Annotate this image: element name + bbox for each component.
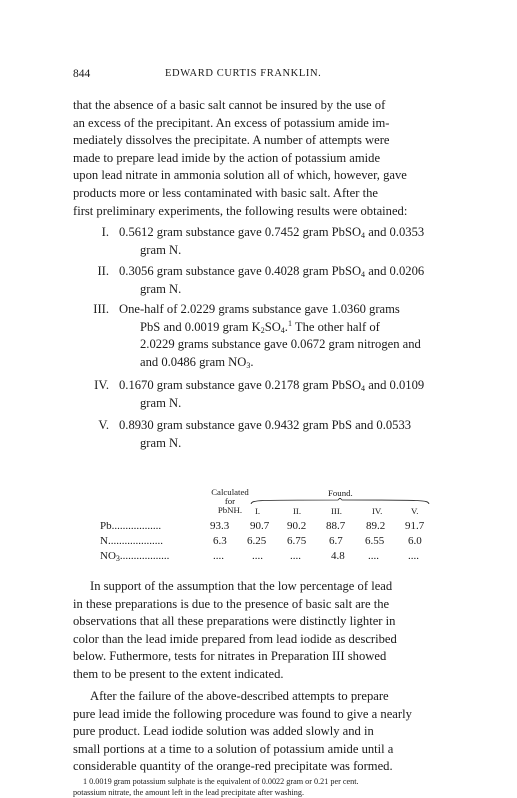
item-text: gram N. [140, 435, 182, 450]
found-value: .... [252, 550, 263, 562]
paragraph-line: pure lead imide the following procedure was found to give a nearly [73, 706, 412, 721]
found-value: 91.7 [405, 520, 425, 532]
paragraph-line: mediately dissolves the precipitate. A number of attempts were [73, 133, 390, 148]
paragraph-line: upon lead nitrate in ammonia solution all of which, however, gave [73, 168, 407, 183]
row-label-pb: Pb.................. [100, 520, 162, 532]
calc-value: 6.3 [213, 535, 227, 547]
page-header [73, 68, 459, 84]
found-value: 6.55 [365, 535, 385, 547]
paragraph-2 [73, 578, 459, 684]
subscript: 4 [280, 325, 285, 335]
item-text: One-half of 2.0229 grams substance gave 1.0360 grams [119, 302, 400, 316]
item-text: gram N. [140, 242, 182, 257]
item-number: V. [98, 418, 109, 432]
paragraph-line: color than the lead imide prepared from lead iodide as described [73, 631, 397, 646]
item-text: 0.5612 gram substance gave 0.7452 gram PbSO [119, 225, 362, 239]
found-value: 6.0 [408, 535, 422, 547]
footnote [73, 776, 459, 798]
item-text: The other half of [291, 319, 380, 334]
item-number: I. [101, 225, 109, 239]
item-text: SO [264, 319, 281, 334]
item-text: and 0.0486 gram NO [140, 354, 247, 369]
item-text: . [250, 354, 254, 369]
paragraph-1 [73, 97, 459, 220]
column-header-1: I. [255, 506, 261, 516]
column-header-2: II. [293, 506, 302, 516]
paragraph-line: in these preparations is due to the presence of basic salt are the [73, 596, 390, 611]
found-value: 6.7 [329, 535, 343, 547]
running-head: EDWARD CURTIS FRANKLIN. [165, 68, 322, 79]
found-header: Found. [328, 488, 353, 498]
found-value: .... [290, 550, 301, 562]
paragraph-line: that the absence of a basic salt cannot be insured by the use of [73, 98, 386, 112]
row-label-n: N.................... [100, 535, 163, 547]
subscript: 4 [361, 384, 366, 393]
column-header-4: IV. [372, 506, 383, 516]
found-value: 90.2 [287, 520, 307, 532]
found-value: 88.7 [326, 520, 346, 532]
found-value: 89.2 [366, 520, 386, 532]
page-number: 844 [73, 68, 91, 80]
paragraph-line: considerable quantity of the orange-red precipitate was formed. [73, 759, 393, 774]
row-label-leader: .................. [119, 550, 170, 562]
found-value: .... [408, 550, 419, 562]
found-value: 6.25 [247, 535, 267, 547]
paragraph-line: After the failure of the above-described attempts to prepare [90, 689, 389, 703]
document-page: 844 EDWARD CURTIS FRANKLIN. that the absence of a basic salt cannot be insured by the use of an excess of the precipitant. An excess of potassium amide im- mediately dissolves the precipitate. A number of attempts were made to prepare lead imide by the action of potassium amide upon lead nitrate in ammonia solution all of which, however, gave products more or less contaminated with basic salt. After the first preliminary experiments, the following results were obtained: I. 0.5612 gram substance gave 0.7452 gram PbSO$_4$ and 0.0353 gram N. II. 0.3056 gram substance gave 0.4028 gram PbSO$_4$ and 0.0206 gram N. III. One-half of 2.0229 grams substance gave 1.0360 grams PbS and 0.0019 gram $K_2SO_4.^1$ The other half of 2.0229 grams substance gave 0.0672 gram nitrogen and and 0.0486 gram $NO_3$. IV. 0.1670 gram substance gave 0.2178 gram PbSO$_4$ and 0.0109 gram N. V. 0.8930 gram substance gave 0.9432 gram PbS and 0.0533 gram N. Calculated for PbNH. Found. I. II. III. IV. V. Pb.................. 93.3 90.7 90.2 88.7 89.2 91.7 N.................... 6.3 6.25 6.75 6.7 6.55 6.0 $NO_3$.................. .... .... .... 4.8 .... .... In support of the assumption that the low percentage of lead in these preparations is due to the presence of basic salt are the observations that all these preparations were distinctly lighter in color than the lead imide prepared from lead iodide as described below. Futhermore, tests for nitrates in Preparation III showed them to be present to the extent indicated. After the failure of the above-described attempts to prepare pure lead imide the following procedure was found to give a nearly pure product. Lead iodide solution was added slowly and in small portions at a time to a solution of potassium amide until a considerable quantity of the orange-red precipitate was formed. 1 0.0019 gram potassium sulphate is the equivalent of 0.0022 gram or 0.21 per cent. potassium nitrate, the amount left in the lead precipitate after washing. [0, 0, 517, 793]
item-text: 0.3056 gram substance gave 0.4028 gram PbSO [119, 264, 362, 278]
subscript: 3 [115, 554, 120, 563]
footnote-line: potassium nitrate, the amount left in the lead precipitate after washing. [73, 788, 304, 797]
found-value: 6.75 [287, 535, 307, 547]
column-header-5: V. [411, 506, 419, 516]
calc-value: 93.3 [210, 520, 230, 532]
calculated-header-line: PbNH. [217, 505, 243, 515]
paragraph-line: observations that all these preparations were distinctly lighter in [73, 614, 396, 629]
subscript: 4 [361, 270, 366, 279]
column-header-3: III. [331, 506, 342, 516]
row-label-text: NO [100, 550, 116, 562]
found-brace [250, 498, 430, 504]
item-text: 0.1670 gram substance gave 0.2178 gram PbSO [119, 378, 362, 392]
paragraph-line: made to prepare lead imide by the action of potassium amide [73, 150, 381, 165]
found-value: 4.8 [331, 550, 345, 562]
item-text: and 0.0353 [365, 225, 425, 239]
item-text: 2.0229 grams substance gave 0.0672 gram nitrogen and [140, 337, 421, 351]
analysis-table [100, 488, 435, 568]
paragraph-line: small portions at a time to a solution of potassium amide until a [73, 741, 394, 756]
calc-value: .... [213, 550, 224, 562]
footnote-line: 1 0.0019 gram potassium sulphate is the equivalent of 0.0022 gram or 0.21 per cent. [83, 777, 359, 786]
paragraph-line: In support of the assumption that the low percentage of lead [90, 579, 393, 593]
item-text: and 0.0109 [365, 378, 425, 392]
item-text: gram N. [140, 395, 182, 410]
item-text: gram N. [140, 281, 182, 296]
row-label-no3 [100, 550, 169, 562]
item-text: PbS and 0.0019 gram K [140, 319, 261, 334]
paragraph-line: pure product. Lead iodide solution was added slowly and in [73, 724, 374, 739]
paragraph-line: them to be present to the extent indicated. [73, 666, 284, 681]
subscript: 4 [361, 231, 366, 240]
subscript: 2 [260, 325, 265, 335]
paragraph-line: an excess of the precipitant. An excess of potassium amide im- [73, 115, 390, 130]
found-value: .... [368, 550, 379, 562]
subscript: 3 [246, 360, 251, 370]
paragraph-3 [73, 688, 459, 776]
paragraph-line: below. Futhermore, tests for nitrates in Preparation III showed [73, 649, 387, 664]
footnote-marker: 1 [287, 318, 292, 328]
item-number: IV. [94, 378, 109, 392]
paragraph-line: first preliminary experiments, the following results were obtained: [73, 203, 408, 218]
found-value: 90.7 [250, 520, 270, 532]
calculated-header-line: Calculated [211, 487, 249, 497]
item-number: III. [93, 302, 109, 316]
paragraph-line: products more or less contaminated with basic salt. After the [73, 185, 378, 200]
item-text: 0.8930 gram substance gave 0.9432 gram PbS and 0.0533 [119, 418, 412, 432]
calculated-header-line: for [224, 496, 236, 506]
item-text: and 0.0206 [365, 264, 425, 278]
item-number: II. [97, 264, 109, 278]
